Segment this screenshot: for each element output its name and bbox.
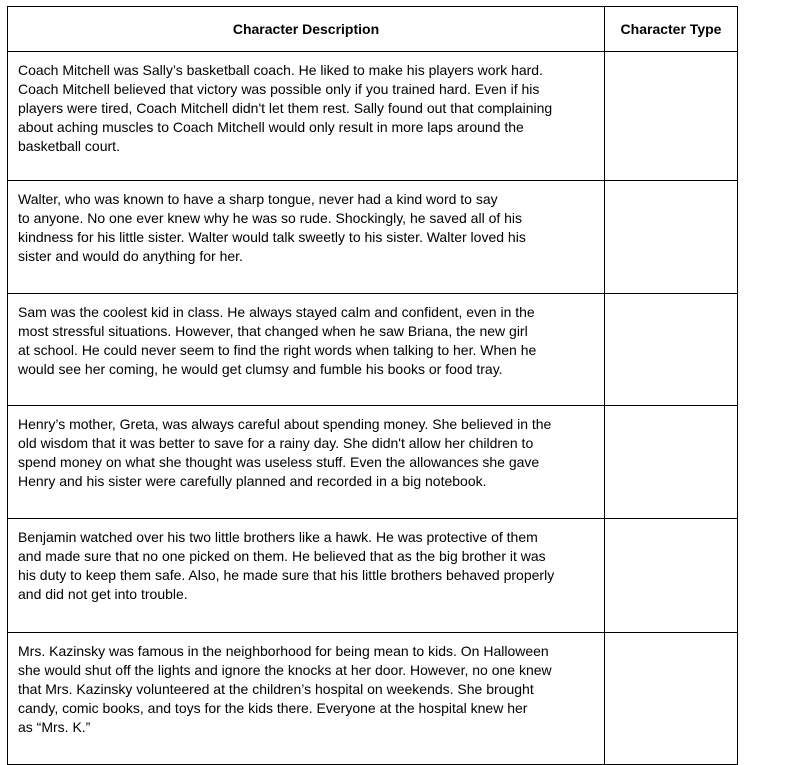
description-line: players were tired, Coach Mitchell didn't let them rest. Sally found out that complaining (18, 100, 553, 116)
description-line: candy, comic books, and toys for the kids there. Everyone at the hospital knew her (18, 700, 528, 716)
description-line: Sam was the coolest kid in class. He always stayed calm and confident, even in the (18, 304, 535, 320)
description-line: kindness for his little sister. Walter would talk sweetly to his sister. Walter loved his (18, 229, 526, 245)
description-line: his duty to keep them safe. Also, he made sure that his little brothers behaved properly (18, 567, 555, 583)
character-description-cell (8, 406, 605, 519)
description-line: most stressful situations. However, that changed when he saw Briana, the new girl (18, 323, 528, 339)
character-type-cell[interactable] (605, 633, 738, 765)
description-line: and made sure that no one picked on them. He believed that as the big brother it was (18, 548, 546, 564)
description-line: spend money on what she thought was useless stuff. Even the allowances she gave (18, 454, 540, 470)
description-line: Walter, who was known to have a sharp tongue, never had a kind word to say (18, 191, 498, 207)
description-line: she would shut off the lights and ignore the knocks at her door. However, no one knew (18, 662, 552, 678)
description-line: basketball court. (18, 138, 120, 154)
character-description-cell (8, 52, 605, 181)
character-type-cell[interactable] (605, 181, 738, 294)
header-row (8, 7, 738, 52)
table-row (8, 406, 738, 519)
description-line: that Mrs. Kazinsky volunteered at the children’s hospital on weekends. She brought (18, 681, 534, 697)
header-character-description: Character Description (8, 7, 605, 52)
table-row (8, 294, 738, 406)
character-description-cell (8, 294, 605, 406)
description-line: Henry and his sister were carefully planned and recorded in a big notebook. (18, 473, 487, 489)
description-line: and did not get into trouble. (18, 586, 188, 602)
character-type-cell[interactable] (605, 519, 738, 633)
character-description-cell (8, 519, 605, 633)
description-line: as “Mrs. K.” (18, 719, 91, 735)
character-type-cell[interactable] (605, 294, 738, 406)
description-line: sister and would do anything for her. (18, 248, 243, 264)
description-line: old wisdom that it was better to save for a rainy day. She didn't allow her children to (18, 435, 534, 451)
description-line: Mrs. Kazinsky was famous in the neighborhood for being mean to kids. On Halloween (18, 643, 549, 659)
description-line: at school. He could never seem to find the right words when talking to her. When he (18, 342, 537, 358)
description-line: Benjamin watched over his two little brothers like a hawk. He was protective of them (18, 529, 538, 545)
character-description-cell (8, 181, 605, 294)
character-description-cell (8, 633, 605, 765)
table-row (8, 633, 738, 765)
description-line: Henry’s mother, Greta, was always careful about spending money. She believed in the (18, 416, 552, 432)
description-line: Coach Mitchell believed that victory was possible only if you trained hard. Even if his (18, 81, 540, 97)
table-row (8, 181, 738, 294)
description-line: would see her coming, he would get clumsy and fumble his books or food tray. (18, 361, 503, 377)
description-line: Coach Mitchell was Sally’s basketball coach. He liked to make his players work hard. (18, 62, 543, 78)
character-table (7, 6, 738, 765)
table-row (8, 52, 738, 181)
character-type-cell[interactable] (605, 406, 738, 519)
table-row (8, 519, 738, 633)
description-line: about aching muscles to Coach Mitchell would only result in more laps around the (18, 119, 524, 135)
header-character-type: Character Type (605, 7, 738, 52)
character-type-cell[interactable] (605, 52, 738, 181)
description-line: to anyone. No one ever knew why he was so rude. Shockingly, he saved all of his (18, 210, 523, 226)
